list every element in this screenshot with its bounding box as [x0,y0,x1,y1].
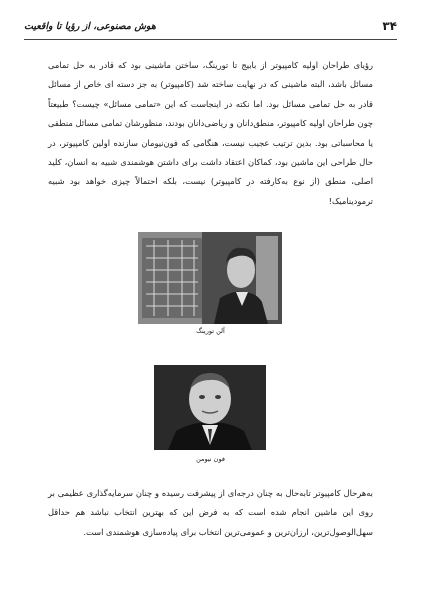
page-number: ۳۴ [382,19,397,33]
turing-caption: آلن تورینگ [196,327,225,335]
book-title: هوش مصنوعی، از رؤیا تا واقعیت [24,21,156,32]
neumann-caption: فون نیومن [196,455,225,463]
paragraph-intro: رؤیای طراحان اولیه کامپیوتر از بابیج تا تورینگ، ساختن ماشینی بود که قادر به حل تمامی مسائل باشد، البته ماشینی که در نهایت ساخته شد (کامپیوتر) به جز دسته ای خاص از مسائل قادر به حل تمامی مسائل بود. اما نکته در اینجاست که این «تمامی مسائل» چیست؟ طبیعتاً چون طراحان اولیه کامپیوتر، منطق‌دانان و ریاضی‌دانان بودند، منظورشان تمامی مسائل منطقی یا محاسباتی بود. بدین ترتیب عجیب نیست، هنگامی که فون‌نیومان سازنده اولین کامپیوتر، در حال طراحی این ماشین بود، کماکان اعتقاد داشت برای داشتن هوشمندی شبیه به انسان، کلید اصلی، منطق (از نوع به‌کارفته در کامپیوتر) نیست، بلکه احتمالاً چیزی خواهد بود شبیه ترمودینامیک! [48,60,373,206]
turing-photo-drawing [138,232,282,324]
von-neumann-photo [154,365,266,450]
turing-photo [138,232,282,324]
paragraph-conclusion: به‌هرحال کامپیوتر تابه‌حال به چنان درجه‌ای از پیشرفت رسیده و چنان سرمایه‌گذاری عظیمی بر روی این ماشین انجام شده است که به فرض این که بهترین انتخاب نباشد هم حداقل سهل‌الوصول‌ترین، ارزان‌ترین و عمومی‌ترین انتخاب برای پیاده‌سازی هوشمندی است. [48,488,373,537]
von-neumann-photo-drawing [154,365,266,450]
running-header [24,21,397,37]
header-rule [24,39,397,40]
